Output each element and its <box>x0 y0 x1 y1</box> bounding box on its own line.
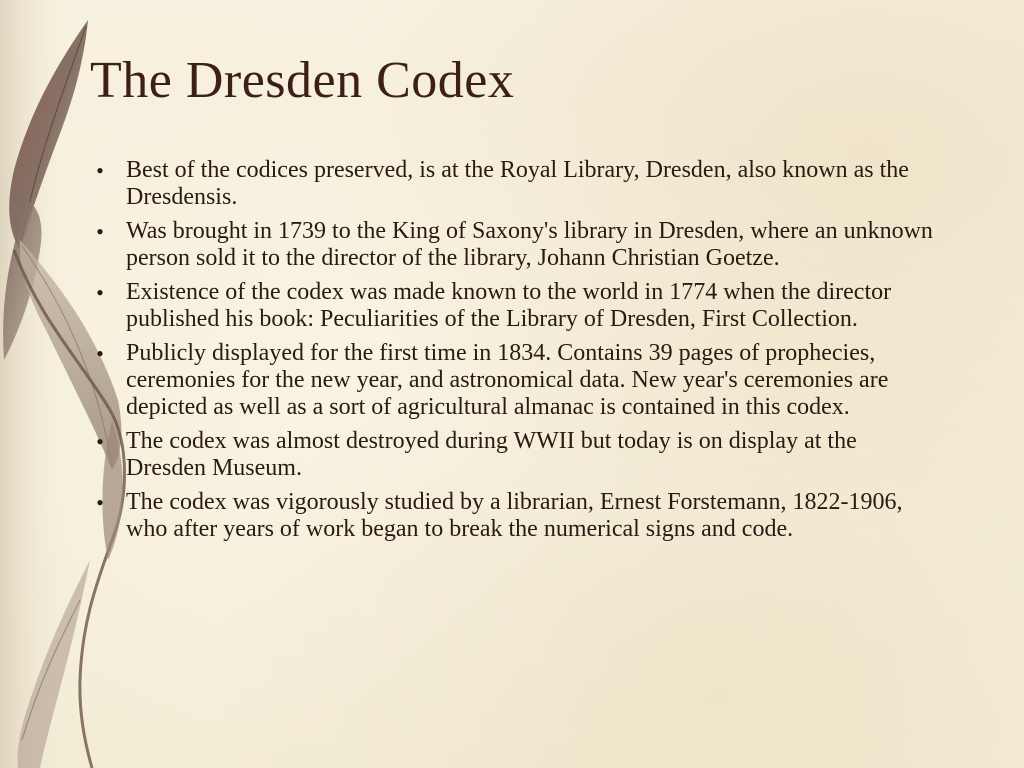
bullet-icon: • <box>96 219 104 244</box>
bullet-text: Publicly displayed for the first time in 1834. Contains 39 pages of prophecies, ceremonies for the new year, and astronomical data. New year's ceremonies are depicted as well as a sort of agricultural almanac is contained in this codex. <box>126 340 889 420</box>
bullet-text: The codex was almost destroyed during WWII but today is on display at the Dresden Museum. <box>126 428 857 481</box>
bullet-icon: • <box>96 341 104 366</box>
bullet-text: Best of the codices preserved, is at the Royal Library, Dresden, also known as the Dresdensis. <box>126 157 909 210</box>
list-item <box>90 428 935 482</box>
list-item <box>90 218 935 272</box>
list-item <box>90 157 935 211</box>
bullet-icon: • <box>96 429 104 454</box>
bullet-text: Was brought in 1739 to the King of Saxony's library in Dresden, where an unknown person sold it to the director of the library, Johann Christian Goetze. <box>126 218 933 271</box>
list-item <box>90 340 935 421</box>
bullet-icon: • <box>96 490 104 515</box>
list-item <box>90 489 935 543</box>
bullet-icon: • <box>96 158 104 183</box>
bullet-list <box>90 157 935 550</box>
slide-title: The Dresden Codex <box>90 52 515 109</box>
list-item <box>90 279 935 333</box>
bullet-text: The codex was vigorously studied by a librarian, Ernest Forstemann, 1822-1906, who after years of work began to break the numerical signs and code. <box>126 489 903 542</box>
bullet-icon: • <box>96 280 104 305</box>
bullet-text: Existence of the codex was made known to the world in 1774 when the director published his book: Peculiarities of the Library of Dresden, First Collection. <box>126 279 892 332</box>
